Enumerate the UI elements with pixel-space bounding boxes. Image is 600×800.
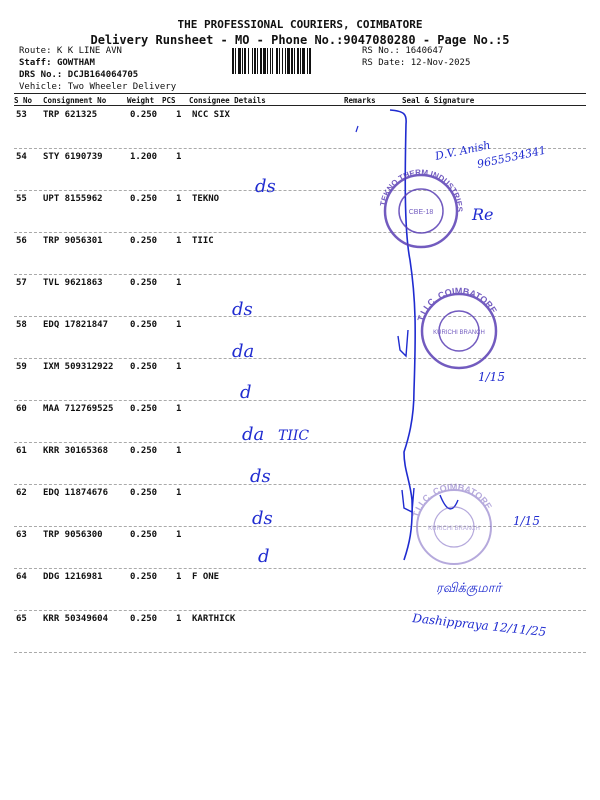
table-row xyxy=(0,107,600,149)
cell-sno: 54 xyxy=(16,152,27,162)
cell-sno: 63 xyxy=(16,530,27,540)
row-divider xyxy=(14,190,586,191)
cell-consignment: KRR 30165368 xyxy=(43,446,109,456)
col-header-seal: Seal & Signature xyxy=(402,96,475,105)
cell-consignee: NCC SIX xyxy=(192,110,230,120)
cell-sno: 58 xyxy=(16,320,27,330)
stamp1-text: TEKNO THERM INDUSTRIES xyxy=(378,167,465,213)
cell-consignment: IXM 509312922 xyxy=(43,362,114,372)
col-header-remarks: Remarks xyxy=(344,96,376,105)
cell-sno: 57 xyxy=(16,278,27,288)
row-divider xyxy=(14,316,586,317)
cell-pcs: 1 xyxy=(176,362,182,372)
stamp2-inner: KURICHI BRANCH xyxy=(433,330,485,336)
cell-pcs: 1 xyxy=(176,404,182,414)
cell-weight: 0.250 xyxy=(130,488,158,498)
cell-sno: 53 xyxy=(16,110,27,120)
cell-pcs: 1 xyxy=(176,446,182,456)
staff-value: GOWTHAM xyxy=(56,58,95,68)
staff-label: Staff: xyxy=(19,58,52,68)
cell-weight: 0.250 xyxy=(130,362,158,372)
cell-consignment: TRP 9056301 xyxy=(43,236,103,246)
cell-pcs: 1 xyxy=(176,572,182,582)
stamp2-text: T.I.I.C. COIMBATORE xyxy=(415,285,499,323)
cell-consignment: EDQ 11874676 xyxy=(43,488,109,498)
cell-consignment: TRP 9056300 xyxy=(43,530,103,540)
cell-sno: 59 xyxy=(16,362,27,372)
cell-weight: 0.250 xyxy=(130,236,158,246)
staff-line xyxy=(19,58,95,69)
col-header-pcs: PCS xyxy=(162,96,176,105)
cell-consignment: UPT 8155962 xyxy=(43,194,103,204)
cell-weight: 1.200 xyxy=(130,152,158,162)
cell-sno: 56 xyxy=(16,236,27,246)
cell-sno: 64 xyxy=(16,572,27,582)
cell-consignee: F ONE xyxy=(192,572,220,582)
cell-sno: 65 xyxy=(16,614,27,624)
table-row xyxy=(0,317,600,359)
cell-weight: 0.250 xyxy=(130,194,158,204)
cell-weight: 0.250 xyxy=(130,320,158,330)
header-top-rule xyxy=(14,93,586,94)
row-divider xyxy=(14,232,586,233)
cell-pcs: 1 xyxy=(176,530,182,540)
table-row xyxy=(0,443,600,485)
row-divider xyxy=(14,610,586,611)
cell-weight: 0.250 xyxy=(130,110,158,120)
cell-pcs: 1 xyxy=(176,152,182,162)
cell-pcs: 1 xyxy=(176,236,182,246)
handwritten-initials: d xyxy=(258,546,270,567)
handwritten-row64: ரவிக்குமார் xyxy=(436,581,502,596)
handwritten-initials: ds xyxy=(255,176,276,197)
cell-consignment: TRP 621325 xyxy=(43,110,98,120)
handwritten-initials: d xyxy=(240,382,252,403)
cell-consignment: MAA 712769525 xyxy=(43,404,114,414)
cell-pcs: 1 xyxy=(176,614,182,624)
row-divider xyxy=(14,148,586,149)
cell-pcs: 1 xyxy=(176,194,182,204)
handwritten-phone: 9655534341 xyxy=(475,143,548,171)
table-row xyxy=(0,485,600,527)
table-row xyxy=(0,191,600,233)
cell-consignment: STY 6190739 xyxy=(43,152,103,162)
cell-sno: 60 xyxy=(16,404,27,414)
vehicle-line: Vehicle: Two Wheeler Delivery xyxy=(19,82,177,92)
row-divider xyxy=(14,274,586,275)
header-bottom-rule xyxy=(14,105,586,106)
table-row xyxy=(0,527,600,569)
cell-pcs: 1 xyxy=(176,278,182,288)
col-header-consignment: Consignment No xyxy=(43,96,107,105)
row-divider xyxy=(14,526,586,527)
rs-date: RS Date: 12-Nov-2025 xyxy=(362,58,471,68)
handwritten-tiic: TIIC xyxy=(278,428,310,444)
cell-sno: 62 xyxy=(16,488,27,498)
route-line: Route: K K LINE AVN xyxy=(19,46,122,56)
table-row xyxy=(0,149,600,191)
drs-line xyxy=(19,70,138,81)
row-divider xyxy=(14,484,586,485)
handwritten-initials: ds xyxy=(250,466,271,487)
handwritten-row65: Dashippraya 12/11/25 xyxy=(411,611,547,640)
col-header-consignee: Consignee Details xyxy=(189,96,266,105)
cell-pcs: 1 xyxy=(176,110,182,120)
handwritten-signature: D.V. Anish xyxy=(433,138,492,163)
cell-consignee: KARTHICK xyxy=(192,614,236,624)
handwritten-initials: ds xyxy=(252,508,273,529)
cell-weight: 0.250 xyxy=(130,446,158,456)
document-subtitle: Delivery Runsheet - MO - Phone No.:9047080280 - Page No.:5 xyxy=(90,33,510,47)
cell-pcs: 1 xyxy=(176,488,182,498)
cell-consignee: TEKNO xyxy=(192,194,220,204)
cell-consignee: TIIC xyxy=(192,236,214,246)
handwritten-date: 1/15 xyxy=(513,514,540,528)
cell-sno: 61 xyxy=(16,446,27,456)
row-divider xyxy=(14,442,586,443)
stamp3-text: T.I.I.C. COIMBATORE xyxy=(410,481,494,519)
row-divider xyxy=(14,358,586,359)
stamp3-inner: KURICHI BRANCH xyxy=(428,526,480,532)
table-row xyxy=(0,233,600,275)
cell-weight: 0.250 xyxy=(130,530,158,540)
cell-consignment: KRR 50349604 xyxy=(43,614,109,624)
handwritten-initials: da xyxy=(232,341,255,362)
stamp1-inner: CBE-18 xyxy=(408,209,434,216)
table-row xyxy=(0,359,600,401)
table-row xyxy=(0,401,600,443)
cell-pcs: 1 xyxy=(176,320,182,330)
document-title: THE PROFESSIONAL COURIERS, COIMBATORE xyxy=(177,18,423,31)
rs-number: RS No.: 1640647 xyxy=(362,46,444,56)
cell-consignment: TVL 9621863 xyxy=(43,278,103,288)
col-header-sno: S No xyxy=(14,96,33,105)
row-divider xyxy=(14,652,586,653)
cell-consignment: EDQ 17821847 xyxy=(43,320,109,330)
handwritten-initials: da xyxy=(242,424,265,445)
table-row xyxy=(0,611,600,653)
handwritten-mark: Re xyxy=(472,205,494,224)
table-row xyxy=(0,569,600,611)
col-header-weight: Weight xyxy=(127,96,155,105)
table-row xyxy=(0,275,600,317)
handwritten-date: 1/15 xyxy=(478,370,505,384)
barcode xyxy=(232,48,356,74)
cell-sno: 55 xyxy=(16,194,27,204)
row-divider xyxy=(14,400,586,401)
handwritten-initials: ds xyxy=(232,299,253,320)
cell-weight: 0.250 xyxy=(130,404,158,414)
row-divider xyxy=(14,568,586,569)
cell-consignment: DDG 1216981 xyxy=(43,572,103,582)
cell-weight: 0.250 xyxy=(130,278,158,288)
cell-weight: 0.250 xyxy=(130,614,158,624)
drs-value: DCJB164064705 xyxy=(67,70,139,80)
drs-label: DRS No.: xyxy=(19,70,63,80)
cell-weight: 0.250 xyxy=(130,572,158,582)
